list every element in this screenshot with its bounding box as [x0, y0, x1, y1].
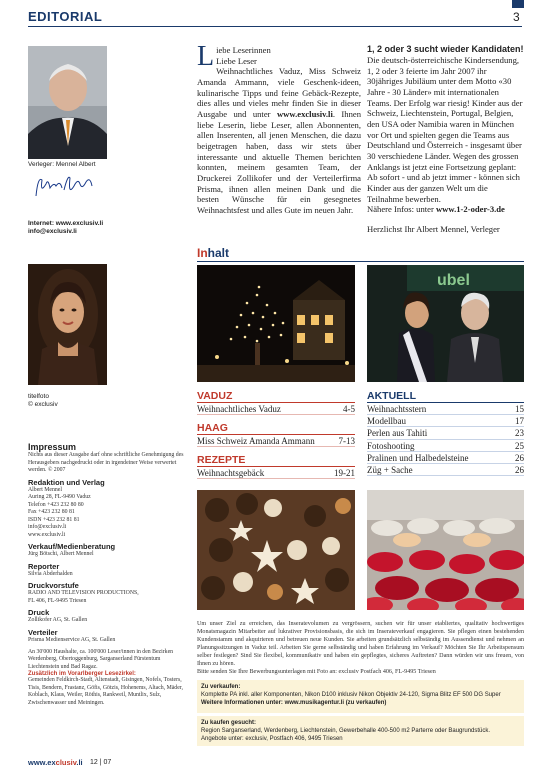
publisher-signature [30, 172, 100, 202]
svg-text:ubel: ubel [437, 272, 470, 289]
impressum-line: Prisma Medienservice AG, St. Gallen [28, 636, 116, 643]
toc-item-page: 7-13 [338, 436, 355, 446]
closing: Herzlichst Ihr Albert Mennel, Verleger [367, 224, 500, 234]
toc-item[interactable] [367, 403, 524, 415]
poinsettia-photo [367, 490, 524, 610]
impressum-line: Fax +423 232 80 81 [28, 509, 75, 516]
toc-item[interactable] [367, 427, 524, 439]
publisher-email[interactable]: info@exclusiv.li [28, 228, 77, 235]
toc-item-label: Fotoshooting [367, 440, 415, 451]
editorial-link[interactable]: www.exclusiv.li [276, 108, 333, 119]
editorial-body-2: . Ihnen liebe Leserin, liebe Leser, allen Abonnenten, allen Inserenten, all jenen Menschen, die dazu beigetragen haben, dass wir stets über interessante und aktuelle Themen berichten konnten, meinem gesamten Team, der Druckerei Zollikofer und der Verteilerfirma Prisma, ihnen allen meinen Dank und die besten Wünsche für ein gesegnetes Weihnachtsfest und alles Gute im neuen Jahr. [197, 108, 362, 215]
toc-item-page: 15 [515, 404, 524, 414]
impressum [28, 442, 190, 707]
contest-text [367, 44, 524, 235]
impressum-line: RADIO AND TELEVISION PRODUCTIONS, [28, 590, 139, 597]
editorial-text [197, 41, 362, 216]
impressum-line: FL 406, FL-9495 Triesen [28, 597, 87, 604]
buy-box [197, 716, 524, 746]
impressum-line[interactable]: www.exclusiv.li [28, 531, 66, 538]
impressum-section-head: Reporter [28, 561, 60, 571]
impressum-line: Albert Mennel [28, 486, 62, 493]
impressum-line: Telefon +423 232 80 80 [28, 501, 84, 508]
toc-item-label: Weihnachtsgebäck [197, 468, 265, 478]
contest-body: Die deutsch-österreichische Kindersendung, 1, 2 oder 3 feierte im Jahr 2007 ihr 30jähriges Jubiläum unter dem Motto «30 Jahre - 30 Länder» mit internationalen Teams. Der Erfolg war riesig! Kinder aus der Schweiz, Liechtenstein, Portugal, Belgien, den USA oder Namibia waren in München vor Ort und spielten gegen die Teams aus Deutschland und Österreich - insgesamt über 30 verschiedene Länder. Wegen des grossen Anklangs ist jetzt eine Fortsetzung geplant: Ab sofort - und ab jetzt immer - können sich Kinder aus der ganzen Welt um die Teilnahme bewerben. [367, 55, 523, 204]
vaduz-photo [197, 265, 355, 382]
sale-head: Zu verkaufen: [201, 684, 241, 690]
toc-item-page: 23 [515, 428, 524, 439]
contest-head: 1, 2 oder 3 sucht wieder Kandidaten! [367, 44, 524, 54]
salutation-2: Liebe Leser [216, 55, 257, 66]
impressum-section-head: Verkauf/Medienberatung [28, 542, 116, 552]
sale-text: Komplette PA inkl. aller Komponenten, Nikon D100 inklusiv Nikon Objektiv 24-120, Sigma Blitz EF 500 DG Super [201, 692, 501, 699]
impressum-intro: Nichts aus dieser Ausgabe darf ohne schriftliche Genehmigung des Herausgebers nachgedruckt oder in irgendeiner Weise verwertet werden. © 2007 [28, 452, 184, 474]
page-number: 3 [513, 10, 520, 24]
toc-rezepte-list [197, 467, 355, 479]
publisher-caption: Verleger: Mennel Albert [28, 161, 96, 168]
toc-item-label: Miss Schweiz Amanda Ammann [197, 436, 315, 446]
toc-haag-list [197, 435, 355, 447]
inhalt-title-blue: halt [207, 246, 230, 260]
toc-vaduz-list [197, 403, 355, 415]
toc-item-page: 25 [515, 440, 524, 451]
cover-caption: titelfoto [28, 393, 49, 400]
toc-item[interactable] [197, 403, 355, 415]
publisher-internet[interactable]: Internet: www.exclusiv.li [28, 220, 104, 227]
toc-aktuell-list [367, 403, 524, 476]
impressum-line[interactable]: info@exclusiv.li [28, 524, 67, 531]
impressum-distribution: An 30'000 Haushalte, ca. 100'000 Leser/innen in den Bezirken Werdenberg, Obertoggenburg, Sarganserland Fürstentum Liechtenstein und Bad Ragaz. [28, 648, 174, 670]
toc-item-label: Weihnachtsstern [367, 404, 427, 414]
impressum-section-head: Druck [28, 608, 50, 618]
impressum-section-head: Redaktion und Verlag [28, 477, 105, 487]
cover-photo [28, 264, 107, 385]
impressum-section-head: Verteiler [28, 627, 58, 637]
recruitment-text [197, 620, 524, 676]
toc-item-page: 4-5 [343, 404, 355, 414]
footer-url[interactable] [28, 758, 83, 767]
dropcap: L [197, 41, 215, 72]
cover-credit: © exclusiv [28, 401, 58, 408]
toc-item[interactable] [197, 467, 355, 479]
impressum-line: ISDN +423 232 81 81 [28, 516, 80, 523]
toc-item[interactable] [197, 435, 355, 447]
inhalt-title [197, 246, 229, 260]
toc-item-page: 19-21 [334, 468, 355, 478]
sale-box [197, 680, 524, 713]
toc-item-label: Modellbau [367, 416, 406, 427]
section-title: EDITORIAL [28, 9, 103, 24]
toc-haag-head: HAAG [197, 422, 228, 434]
toc-item-page: 17 [515, 416, 524, 427]
inhalt-rule [197, 261, 524, 262]
toc-item[interactable] [367, 464, 524, 476]
toc-item-page: 26 [515, 452, 524, 463]
corner-tab [512, 0, 524, 8]
impressum-extra-text: Gemeinden Feldkirch-Stadt, Altenstadt, Gisingen, Nofels, Tosters, Tisis, Bendern, Frastanz, Göfis, Götzis, Hohenems, Altach, Mäder, Koblach, Klaus, Weiler, Röthis, Rankweil, Muntlix, Sulz, Zwischenwasser und Meiningen. [28, 677, 183, 706]
impressum-extra-head: Zusätzlich im Vorarlberger Lesezirkel: [28, 671, 136, 678]
impressum-line: Jürg Bötschi, Albert Mennel [28, 551, 94, 558]
sale-more[interactable]: Weitere Informationen unter: www.musikagentur.li (zu verkaufen) [201, 700, 387, 707]
publisher-photo [28, 46, 107, 159]
toc-item-label: Pralinen und Halbedelsteine [367, 452, 469, 463]
toc-item-label: Perlen aus Tahiti [367, 428, 428, 439]
toc-item-label: Züg + Sache [367, 464, 413, 475]
salutation-1: iebe Leserinnen [216, 45, 271, 55]
toc-item-page: 26 [515, 464, 524, 475]
cookies-photo [197, 490, 355, 610]
toc-item[interactable] [367, 415, 524, 427]
impressum-section-head: Druckvorstufe [28, 581, 79, 591]
header-rule [28, 26, 522, 27]
toc-item-label: Weihnachtliches Vaduz [197, 404, 281, 414]
toc-rezepte-head: REZEPTE [197, 454, 246, 466]
recruitment-apply: Bitte senden Sie Ihre Bewerbungsunterlagen mit Foto an: exclusiv Postfach 406, FL-9495 Triesen [197, 669, 436, 676]
footer-url-part: .li [76, 758, 83, 767]
editorial-body-1: Weihnachtliches Vaduz, Miss Schweiz Amanda Ammann, viele Geschenk-ideen, kulinarische Tipps und feine Gebäck-Rezepte, dies alles und vieles mehr finden Sie in dieser Ausgabe und unter [197, 66, 361, 119]
impressum-line: Auring 28, FL-9490 Vaduz [28, 494, 91, 501]
buy-text: Region Sarganserland, Werdenberg, Liechtenstein, Gewerbehalle 400-500 m2 Parterre oder Baugrundstück. [201, 728, 491, 735]
toc-item[interactable] [367, 440, 524, 452]
buy-head: Zu kaufen gesucht: [201, 720, 257, 726]
recruitment-body: Um unser Ziel zu erreichen, das Inseratevolumen zu vergrössern, suchen wir für unser etabliertes, qualitativ hochwertiges Monatsmagazin Mitarbeiter auf lukrativer Provisionsbasis, die sich im Inserateverkauf engagieren. Sie pflegen einen bestehenden Kundenstamm und akquirieren und betreuen neue Kunden. Sie arbeiten grundsätzlich selbständig im Aussendienst und nehmen an Planungssitzungen in Vaduz teil. Arbeiten Sie gerne selbständig und haben Erfahrung im Verkauf? Möchten Sie Ihr Arbeitspensum selber festlegen? Sind Sie flexibel, kommunikativ und haben ein gepflegtes, sicheres Auftreten? Dann würden wir uns freuen, von Ihnen zu hören. [197, 621, 524, 668]
footer-url-part: www.ex [28, 758, 56, 767]
contest-info-prefix: Nähere Infos: unter [367, 204, 436, 215]
miss-photo [367, 265, 524, 382]
toc-item[interactable] [367, 452, 524, 464]
impressum-line: Silvia Abderhalden [28, 570, 73, 577]
toc-aktuell-head: AKTUELL [367, 390, 416, 402]
impressum-title: Impressum [28, 442, 77, 452]
contest-info-link[interactable]: www.1-2-oder-3.de [435, 204, 505, 215]
inhalt-title-red: In [197, 246, 208, 260]
footer-url-part: clusiv [55, 758, 77, 767]
impressum-line: Zollikofer AG, St. Gallen [28, 617, 88, 624]
toc-vaduz-head: VADUZ [197, 390, 233, 402]
buy-offer: Angebote unter: exclusiv, Postfach 406, 9495 Triesen [201, 736, 343, 743]
footer-issue: 12 | 07 [90, 759, 112, 766]
